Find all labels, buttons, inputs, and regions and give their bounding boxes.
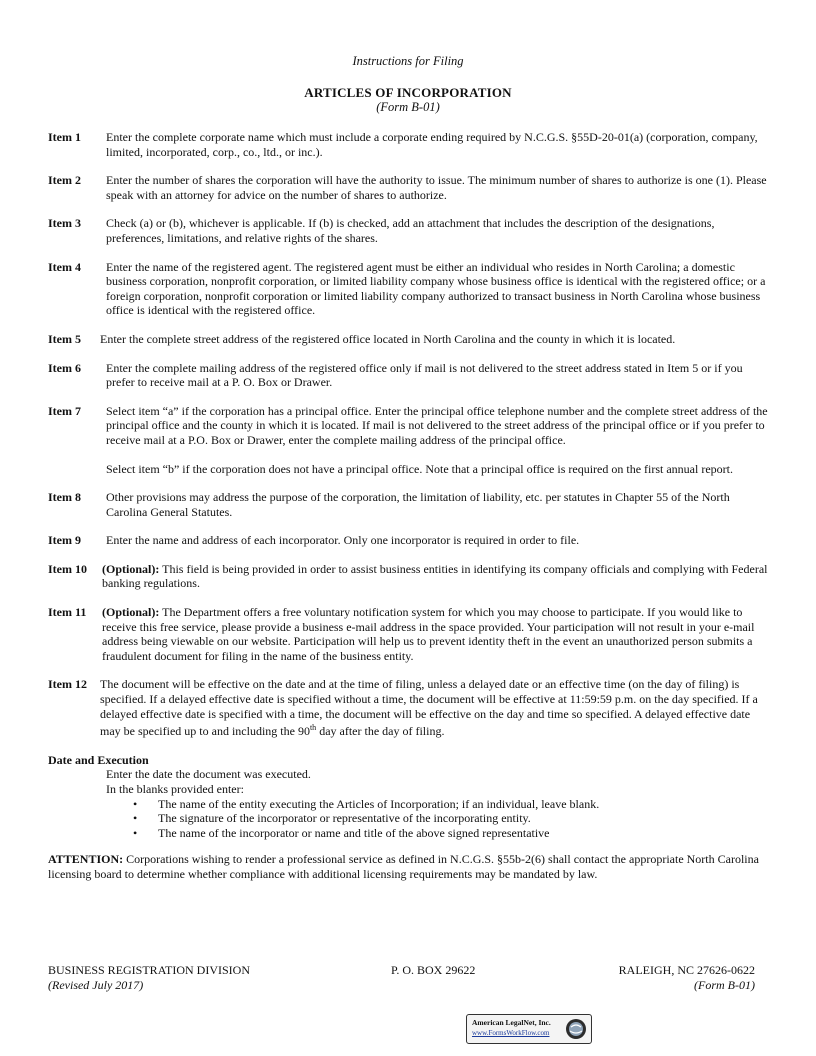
instructions-heading: Instructions for Filing — [352, 54, 464, 68]
superscript: th — [309, 723, 317, 733]
footer-division: BUSINESS REGISTRATION DIVISION — [48, 963, 251, 977]
footer-po-box: P. O. BOX 29622 — [391, 963, 476, 977]
item-text: Enter the complete mailing address of the registered office only if mail is not delivered to the street address stated in Item 5 or if you prefer to receive mail at a P. O. Box or Drawer. — [106, 360, 743, 390]
footer — [48, 963, 755, 993]
item-6 — [48, 361, 773, 390]
list-item: • The name of the entity executing the Articles of Incorporation; if an individual, leave blank. — [133, 796, 600, 811]
item-label: Item 3 — [48, 216, 81, 231]
item-text: Enter the name of the registered agent. The registered agent must be either an individual who resides in North Carolina; a domestic business corporation, nonprofit corporation, or limited liability company whose business office is identical with the registered office; or a foreign corporation, nonprofit corporation or limited liability company authorized to transact business in North Carolina whose business office is identical with the registered office. — [106, 259, 766, 318]
item-label: Item 8 — [48, 490, 81, 505]
item-12 — [48, 677, 773, 738]
item-text: Other provisions may address the purpose of the corporation, the limitation of liability, etc. per statutes in Chapter 55 of the North Carolina General Statutes. — [106, 490, 730, 519]
footer-city: RALEIGH, NC 27626-0622 — [618, 963, 755, 977]
item-text-end: day after the day of filing. — [316, 724, 445, 739]
date-and-execution — [48, 753, 773, 841]
logo-company: American LegalNet, Inc. — [472, 1018, 551, 1027]
attention-text: Corporations wishing to render a professional service as defined in N.C.G.S. §55b-2(6) shall contact the appropriate North Carolina licensing board to determine whether compliance with additional licensing requirements may be mandated by law. — [48, 852, 759, 881]
optional-label: (Optional): — [102, 561, 160, 576]
item-4 — [48, 260, 773, 318]
instruction-line: In the blanks provided enter: — [106, 782, 244, 796]
logo-url[interactable]: www.FormsWorkFlow.com — [472, 1029, 550, 1037]
instruction-line: Enter the date the document was executed. — [106, 767, 311, 782]
attention-label: ATTENTION: — [48, 852, 124, 867]
item-label: Item 10 — [48, 561, 87, 576]
item-label: Item 5 — [48, 331, 81, 346]
item-label: Item 4 — [48, 259, 81, 274]
bullet-icon: • — [133, 825, 138, 840]
form-number: (Form B-01) — [376, 100, 440, 114]
item-2 — [48, 173, 773, 202]
item-text: Enter the complete street address of the registered office located in North Carolina and the county in which it is located. — [100, 331, 676, 346]
item-label: Item 6 — [48, 360, 81, 375]
item-label: Item 1 — [48, 130, 81, 144]
item-1 — [48, 130, 773, 159]
publisher-logo[interactable] — [466, 1014, 592, 1044]
item-label: Item 2 — [48, 173, 81, 188]
item-text: Enter the complete corporate name which must include a corporate ending required by N.C.G.S. §55D-20-01(a) (corporation, company, limited, incorporated, corp., co., ltd., or inc.). — [106, 130, 758, 159]
item-label: Item 9 — [48, 533, 81, 548]
list-item: • The name of the incorporator or name and title of the above signed representative — [133, 825, 550, 840]
globe-icon — [565, 1018, 587, 1040]
section-heading: Date and Execution — [48, 752, 149, 767]
item-11 — [48, 605, 773, 663]
list-item: • The signature of the incorporator or representative of the incorporating entity. — [133, 811, 531, 826]
item-text: Select item “a” if the corporation has a principal office. Enter the principal office telephone number and the complete street address of the principal office and the county in which it is located. If mail is not delivered to the street address of the principal office or if you prefer to receive mail at a P.O. Box or Drawer, enter the complete mailing address of the principal office. — [106, 403, 768, 447]
footer-revised: (Revised July 2017) — [48, 978, 144, 992]
item-label: Item 12 — [48, 677, 87, 692]
item-text: Check (a) or (b), whichever is applicable. If (b) is checked, add an attachment that includes the description of the designations, preferences, limitations, and relative rights of the shares. — [106, 216, 715, 245]
footer-form: (Form B-01) — [694, 978, 755, 992]
item-label: Item 7 — [48, 403, 81, 418]
bullet-icon: • — [133, 796, 138, 811]
item-9 — [48, 533, 773, 548]
item-10 — [48, 562, 773, 591]
item-text: The document will be effective on the date and at the time of filing, unless a delayed date or an effective time (on the day of filing) is specified. If a delayed effective date is specified without a time, the document will be effective at 11:59:59 p.m. on the day specified. If a delayed effective date is specified with a time, the document will be effective on the day and time so specified. A delayed effective date may be specified up to and including the 90 — [100, 677, 758, 739]
optional-label: (Optional): — [102, 605, 160, 620]
item-8 — [48, 490, 773, 519]
item-3 — [48, 216, 773, 245]
item-label: Item 11 — [48, 605, 87, 620]
item-text: This field is being provided in order to assist business entities in identifying its company officials and complying with Federal banking regulations. — [102, 561, 768, 591]
item-7 — [48, 404, 773, 476]
item-text: Enter the number of shares the corporation will have the authority to issue. The minimum number of shares to authorize is one (1). Please speak with an attorney for advice on the number of shares to authorize. — [106, 173, 767, 202]
bullet-icon: • — [133, 811, 138, 826]
bullet-list — [48, 797, 773, 841]
page-title: ARTICLES OF INCORPORATION — [304, 85, 512, 100]
item-text: The Department offers a free voluntary notification system for which you may choose to participate. If you would like to receive this free service, please provide a business e-mail address in the space provided. Your participation will not result in your e-mail address being viewable on our website. Participation will help us to prevent identity theft in the event an unauthorized person submits a fraudulent document for filing in the name of the business entity. — [102, 605, 755, 663]
item-text-secondary: Select item “b” if the corporation does not have a principal office. Note that a principal office is required on the first annual report. — [106, 461, 733, 476]
attention-note — [48, 852, 773, 881]
items-list — [48, 130, 773, 894]
item-text: Enter the name and address of each incorporator. Only one incorporator is required in order to file. — [106, 533, 580, 548]
item-5 — [48, 332, 773, 347]
